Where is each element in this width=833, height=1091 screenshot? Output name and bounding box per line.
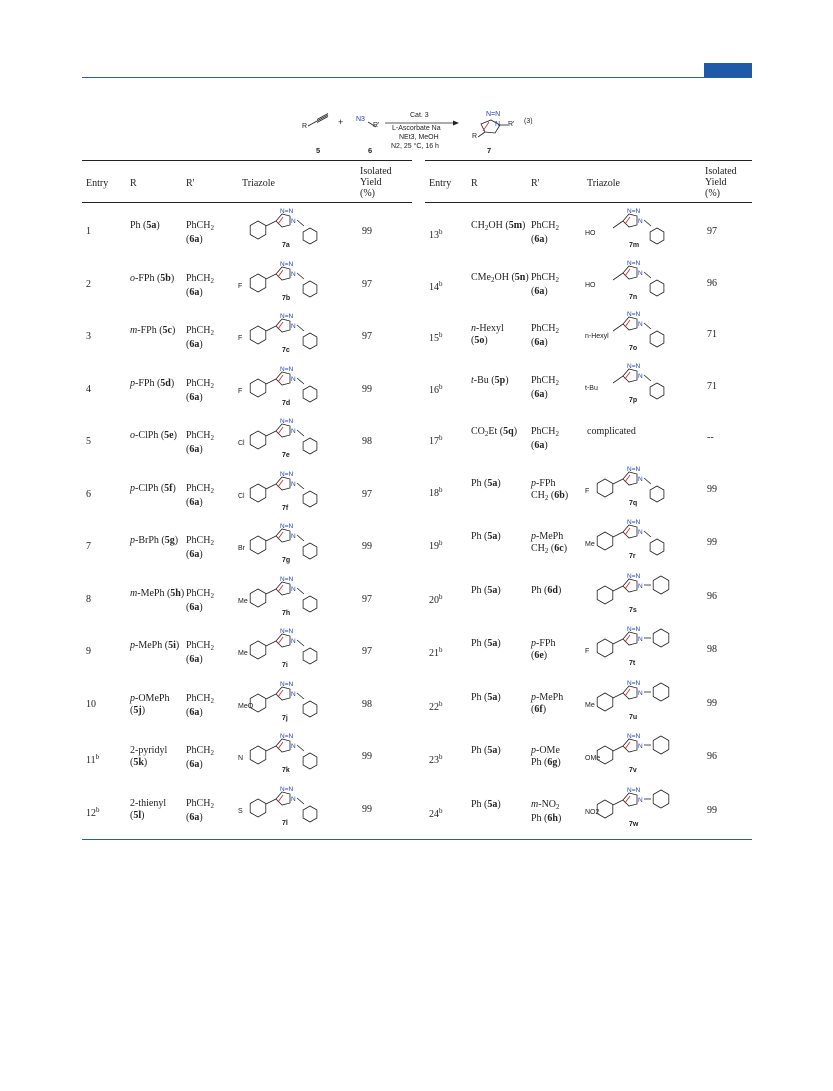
product-label: 7b: [282, 294, 291, 302]
product-n-atoms: N=N: [486, 111, 501, 118]
header-yield-1-right: Isolated: [705, 166, 737, 177]
svg-text:N: N: [638, 321, 643, 328]
product-label: 7q: [629, 499, 638, 507]
header-yield-1: Isolated: [360, 166, 392, 177]
entry-number: 13$^b$: [429, 228, 443, 241]
reaction-scheme: [300, 108, 560, 160]
svg-text:N=N: N=N: [627, 259, 641, 267]
table-top-rule: [82, 160, 412, 161]
svg-text:N=N: N=N: [280, 208, 294, 215]
rprime-group: PhCH$_2$ (6a): [186, 692, 214, 718]
rprime-group: PhCH$_2$ (6a): [186, 482, 214, 508]
r-group: o-ClPh (5e): [130, 430, 177, 441]
substituent-label: N: [238, 755, 244, 762]
isolated-yield: 97: [362, 331, 372, 342]
entry-number: 2: [86, 278, 91, 290]
triazole-structure: [587, 731, 697, 776]
r-group: Ph (5a): [471, 477, 501, 489]
triazole-structure: [240, 679, 350, 724]
r-group: n-Hexyl (5o): [471, 323, 504, 346]
condition-base: NEt3, MeOH: [399, 134, 439, 141]
rprime-group: PhCH$_2$ (6a): [186, 377, 214, 403]
substituent-label: F: [585, 648, 590, 655]
header-rprime-right: R': [531, 178, 540, 189]
isolated-yield: 71: [707, 380, 717, 392]
top-rule: [82, 77, 752, 78]
entry-number: 22$^b$: [429, 699, 443, 713]
product-label: 7o: [629, 345, 638, 352]
triazole-structure: [240, 574, 350, 619]
svg-text:N: N: [291, 428, 296, 435]
svg-text:N: N: [638, 743, 643, 750]
svg-text:N: N: [638, 582, 643, 590]
product-label: 7l: [282, 819, 288, 827]
header-rule: [82, 202, 412, 203]
r-group: m-FPh (5c): [130, 325, 176, 336]
svg-text:N=N: N=N: [280, 418, 294, 425]
svg-text:N: N: [291, 690, 296, 698]
triazole-structure: [240, 626, 350, 671]
svg-text:N: N: [291, 585, 296, 593]
substituent-label: Cl: [238, 492, 245, 500]
svg-text:N: N: [291, 375, 296, 383]
rprime-group: PhCH$_2$ (6a): [531, 374, 559, 400]
svg-text:N: N: [291, 743, 296, 750]
isolated-yield: 99: [707, 483, 717, 495]
rprime-group: PhCH$_2$ (6a): [186, 745, 214, 770]
svg-text:N: N: [638, 529, 643, 536]
isolated-yield: 97: [362, 593, 372, 605]
substituent-label: Me: [585, 541, 595, 548]
entry-number: 10: [86, 698, 96, 710]
entry-number: 20$^b$: [429, 592, 443, 606]
substituent-label: Cl: [238, 440, 245, 447]
header-entry-right: Entry: [429, 178, 452, 189]
isolated-yield: 99: [362, 541, 372, 552]
product-label: 7a: [282, 242, 290, 249]
r-group: Ph (5a): [471, 638, 501, 649]
rprime-group: PhCH$_2$ (6a): [186, 535, 214, 560]
substituent-label: F: [238, 335, 243, 342]
triazole-text: complicated: [587, 426, 636, 437]
triazole-structure: [587, 206, 697, 251]
product-label: 7e: [282, 452, 290, 459]
rprime-group: PhCH$_2$ (6a): [186, 325, 214, 350]
product-label: 7d: [282, 399, 291, 407]
equation-number: (3): [524, 118, 533, 125]
entry-number: 15$^b$: [429, 331, 443, 344]
rprime-group: p-MePh (6f): [531, 691, 564, 715]
svg-text:N=N: N=N: [280, 470, 294, 478]
isolated-yield: 96: [707, 277, 717, 289]
substituent-label: Me: [238, 597, 248, 605]
svg-text:N=N: N=N: [280, 260, 294, 268]
isolated-yield: 96: [707, 751, 717, 762]
header-r: R: [130, 178, 137, 189]
rprime-group: $m-NO_2$ Ph (6h): [531, 798, 562, 824]
reactant-r-label: R: [302, 123, 308, 130]
svg-text:N: N: [291, 480, 296, 488]
r-group: p-BrPh (5g): [130, 535, 179, 546]
svg-text:N=N: N=N: [280, 733, 294, 740]
triazole-structure: [587, 571, 697, 616]
product-n1: N: [495, 121, 501, 128]
condition-ascorbate: L-Ascorbate Na: [392, 125, 441, 132]
triazole-structure: [587, 517, 697, 562]
substituent-label: MeO: [238, 702, 254, 710]
svg-text:N: N: [291, 323, 296, 330]
r-group: 2-pyridyl (5k): [130, 745, 168, 768]
svg-text:N: N: [291, 795, 296, 803]
isolated-yield: 99: [707, 697, 717, 709]
rprime-group: PhCH$_2$ (6a): [186, 220, 214, 245]
rprime-group: PhCH$_2$ (6a): [531, 220, 559, 245]
substituent-label: NO2: [585, 808, 600, 816]
r-group: o-FPh (5b): [130, 272, 175, 284]
svg-text:N=N: N=N: [627, 572, 641, 580]
isolated-yield: 97: [362, 646, 372, 657]
r-group: Ph (5a): [471, 584, 501, 596]
svg-text:N=N: N=N: [627, 679, 641, 687]
header-rprime: R': [186, 178, 195, 189]
bottom-rule: [82, 839, 752, 840]
header-r-right: R: [471, 178, 478, 189]
product-label: 7t: [629, 660, 636, 667]
svg-text:N: N: [291, 638, 296, 645]
header-yield-3: (%): [360, 188, 375, 199]
entry-number: 24$^b$: [429, 806, 443, 820]
entry-number: 6: [86, 488, 91, 500]
r-group: p-MePh (5i): [130, 640, 180, 651]
r-group: Ph (5a): [471, 798, 501, 810]
compound-6-label: 6: [368, 146, 373, 155]
header-yield-3-right: (%): [705, 188, 720, 199]
compound-5-label: 5: [316, 146, 321, 155]
entry-number: 1: [86, 226, 91, 237]
svg-text:N: N: [291, 218, 296, 225]
svg-text:N=N: N=N: [280, 680, 294, 688]
r-group: 2-thienyl (5l): [130, 797, 167, 821]
product-r: R: [472, 133, 478, 140]
isolated-yield: 99: [362, 383, 372, 395]
svg-text:N: N: [291, 533, 296, 540]
condition-atmosphere: N2, 25 °C, 16 h: [391, 143, 439, 150]
substituent-label: Me: [585, 701, 595, 709]
svg-text:N=N: N=N: [627, 208, 641, 215]
svg-text:N=N: N=N: [627, 733, 641, 740]
svg-text:N: N: [638, 636, 643, 643]
rprime-group: PhCH$_2$ (6a): [531, 323, 559, 348]
r-group: p-FPh (5d): [130, 377, 175, 389]
header-triazole-right: Triazole: [587, 178, 620, 189]
triazole-structure: [240, 469, 350, 514]
svg-text:N=N: N=N: [627, 626, 641, 633]
substituent-label: S: [238, 807, 243, 815]
r-group: t-Bu (5p): [471, 374, 509, 386]
triazole-structure: [240, 784, 350, 829]
product-label: 7p: [629, 396, 638, 404]
substituent-label: F: [238, 282, 243, 290]
svg-text:N: N: [638, 796, 643, 804]
product-label: 7u: [629, 713, 638, 721]
svg-text:N=N: N=N: [280, 365, 294, 373]
svg-text:N: N: [638, 218, 643, 225]
rprime-group: PhCH$_2$ (6a): [186, 430, 214, 455]
header-yield-2: Yield: [360, 177, 382, 188]
substituent-label: t-Bu: [585, 384, 598, 392]
r-group: Ph (5a): [130, 220, 160, 231]
entry-number: 4: [86, 383, 91, 395]
substituent-label: HO: [585, 230, 596, 237]
svg-text:N: N: [291, 270, 296, 278]
substituent-label: Br: [238, 545, 245, 552]
product-label: 7k: [282, 767, 290, 774]
rprime-group: Ph (6d): [531, 584, 562, 596]
entry-number: 16$^b$: [429, 382, 443, 396]
svg-text:N=N: N=N: [627, 519, 641, 526]
rprime-group: PhCH$_2$ (6a): [531, 271, 559, 297]
r-group: m-MePh (5h): [130, 587, 185, 599]
product-label: 7r: [629, 553, 636, 560]
svg-text:N: N: [638, 475, 643, 483]
entry-number: 21$^b$: [429, 646, 443, 659]
svg-text:N=N: N=N: [280, 313, 294, 320]
entry-number: 7: [86, 541, 91, 552]
triazole-structure: [240, 206, 350, 251]
r-group: CMe$_2$OH (5n): [471, 271, 529, 284]
substituent-label: F: [585, 487, 590, 495]
triazole-structure: [587, 678, 697, 723]
rprime-group: p-MePh $CH_2$ (6c): [531, 531, 568, 555]
r-group: $CH_2OH$ (5m): [471, 220, 526, 232]
product-label: 7c: [282, 347, 290, 354]
isolated-yield: 98: [707, 644, 717, 655]
svg-text:N=N: N=N: [627, 465, 641, 473]
triazole-structure: [587, 361, 697, 406]
isolated-yield: --: [707, 432, 714, 443]
isolated-yield: 96: [707, 590, 717, 602]
triazole-structure: [587, 464, 697, 509]
rprime-group: p-FPh (6e): [531, 638, 556, 661]
product-label: 7j: [282, 714, 288, 722]
triazole-structure: [240, 521, 350, 566]
rprime-group: PhCH$_2$ (6a): [186, 797, 214, 823]
substituent-label: n-Hexyl: [585, 333, 609, 340]
rprime-group: PhCH$_2$ (6a): [531, 426, 559, 451]
entry-number: 19$^b$: [429, 539, 443, 552]
product-label: 7g: [282, 557, 291, 564]
substituent-label: Me: [238, 650, 248, 657]
product-rprime: R': [508, 121, 515, 128]
substituent-label: OMe: [585, 755, 601, 762]
isolated-yield: 97: [362, 278, 372, 290]
product-label: 7f: [282, 504, 289, 512]
rprime-group: PhCH$_2$ (6a): [186, 587, 214, 613]
svg-text:N=N: N=N: [627, 786, 641, 794]
triazole-structure: [240, 731, 350, 776]
entry-number: 3: [86, 331, 91, 342]
isolated-yield: 99: [362, 803, 372, 815]
entry-number: 11$^b$: [86, 753, 100, 766]
rprime-group: p-FPh $CH_2$ (6b): [531, 477, 569, 502]
header-triazole: Triazole: [242, 178, 275, 189]
product-label: 7w: [629, 820, 639, 828]
header-rule-right: [425, 202, 752, 203]
isolated-yield: 99: [362, 751, 372, 762]
triazole-structure: [587, 785, 697, 830]
product-label: 7n: [629, 293, 638, 301]
isolated-yield: 97: [707, 226, 717, 237]
header-yield-2-right: Yield: [705, 177, 727, 188]
r-group: Ph (5a): [471, 691, 501, 703]
rprime-group: PhCH$_2$ (6a): [186, 640, 214, 665]
entry-number: 5: [86, 436, 91, 447]
rprime-group: p-OMe Ph (6g): [531, 745, 561, 768]
r-group: p-OMePh (5j): [130, 692, 170, 716]
r-group: $CO_2Et$ (5q): [471, 426, 518, 438]
azide-label: N3: [356, 116, 365, 123]
condition-catalyst: Cat. 3: [410, 112, 429, 119]
triazole-structure: [587, 258, 697, 303]
substituent-label: F: [238, 387, 243, 395]
svg-text:N: N: [638, 269, 643, 277]
entry-number: 17$^b$: [429, 434, 443, 447]
entry-number: 9: [86, 646, 91, 657]
r-group: Ph (5a): [471, 531, 501, 542]
r-group: p-ClPh (5f): [130, 482, 176, 494]
isolated-yield: 98: [362, 698, 372, 710]
entry-number: 14$^b$: [429, 279, 443, 293]
isolated-yield: 98: [362, 436, 372, 447]
isolated-yield: 99: [707, 537, 717, 548]
product-label: 7i: [282, 662, 288, 669]
product-label: 7v: [629, 767, 637, 774]
product-label: 7h: [282, 609, 291, 617]
rprime-group: PhCH$_2$ (6a): [186, 272, 214, 298]
substituent-label: HO: [585, 281, 596, 289]
svg-text:N=N: N=N: [280, 785, 294, 793]
plus-sign: +: [338, 117, 344, 127]
entry-number: 8: [86, 593, 91, 605]
isolated-yield: 71: [707, 329, 717, 340]
svg-text:N=N: N=N: [280, 523, 294, 530]
svg-text:N=N: N=N: [627, 362, 641, 370]
compound-7-label: 7: [487, 146, 492, 155]
r-group: Ph (5a): [471, 745, 501, 756]
triazole-structure: [240, 416, 350, 461]
svg-text:N=N: N=N: [280, 575, 294, 583]
product-label: 7m: [629, 242, 640, 249]
product-label: 7s: [629, 606, 637, 614]
isolated-yield: 97: [362, 488, 372, 500]
table-top-rule-right: [425, 160, 752, 161]
header-entry: Entry: [86, 178, 109, 189]
svg-text:N: N: [638, 372, 643, 380]
triazole-structure: [240, 311, 350, 356]
entry-number: 18$^b$: [429, 485, 443, 499]
svg-text:N: N: [638, 689, 643, 697]
triazole-structure: [240, 259, 350, 304]
entry-number: 23$^b$: [429, 753, 443, 766]
svg-text:N=N: N=N: [280, 628, 294, 635]
entry-number: 12$^b$: [86, 805, 100, 819]
triazole-structure: [587, 309, 697, 354]
isolated-yield: 99: [707, 804, 717, 816]
triazole-structure: [587, 624, 697, 669]
azide-rprime-label: R': [373, 122, 380, 129]
svg-text:N=N: N=N: [627, 311, 641, 318]
header-tab: [704, 63, 752, 78]
isolated-yield: 99: [362, 226, 372, 237]
triazole-structure: [240, 364, 350, 409]
